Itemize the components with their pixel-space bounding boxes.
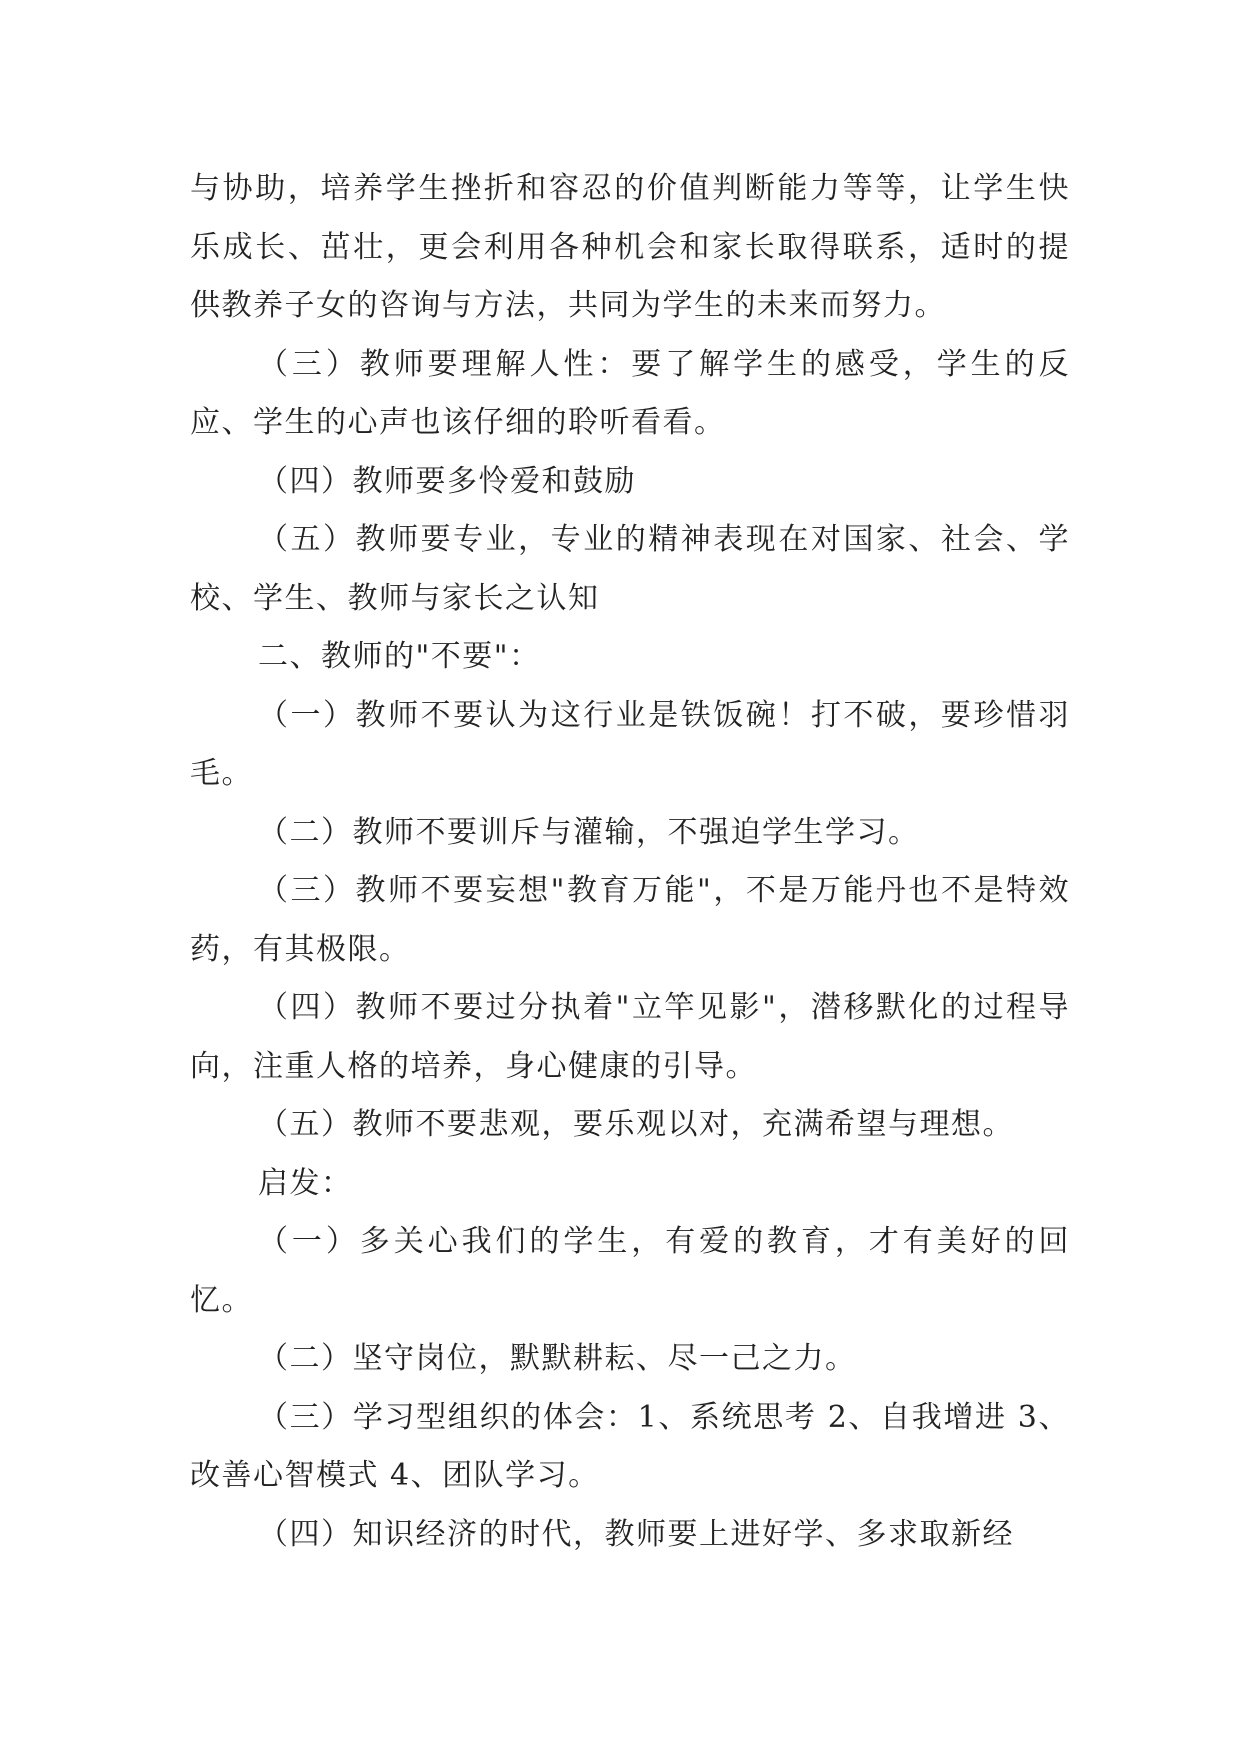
paragraph-13: （二）坚守岗位，默默耕耘、尽一己之力。	[258, 1341, 857, 1376]
paragraph-4: （五）教师要专业，专业的精神表现在对国家、社会、学校、学生、教师与家长之认知	[190, 522, 1070, 616]
paragraph-10: （五）教师不要悲观，要乐观以对，充满希望与理想。	[258, 1107, 1014, 1142]
paragraph-9: （四）教师不要过分执着"立竿见影"，潜移默化的过程导向，注重人格的培养，身心健康的引导。	[190, 990, 1070, 1084]
paragraph-2: （三）教师要理解人性：要了解学生的感受，学生的反应、学生的心声也该仔细的聆听看看。	[190, 346, 1070, 440]
document-body	[190, 160, 1070, 1564]
section-heading-donts: 二、教师的"不要"：	[258, 639, 541, 674]
paragraph-8: （三）教师不要妄想"教育万能"，不是万能丹也不是特效药，有其极限。	[190, 873, 1070, 967]
paragraph-14: （三）学习型组织的体会：1、系统思考 2、自我增进 3、改善心智模式 4、团队学习。	[190, 1399, 1070, 1493]
paragraph-7: （二）教师不要训斥与灌输，不强迫学生学习。	[258, 814, 920, 850]
paragraph-1: 与协助，培养学生挫折和容忍的价值判断能力等等，让学生快乐成长、茁壮，更会利用各种机会和家长取得联系，适时的提供教养子女的咨询与方法，共同为学生的未来而努力。	[190, 171, 1070, 323]
paragraph-15: （四）知识经济的时代，教师要上进好学、多求取新经	[258, 1516, 1014, 1552]
paragraph-3: （四）教师要多怜爱和鼓励	[258, 463, 636, 499]
paragraph-6: （一）教师不要认为这行业是铁饭碗！打不破，要珍惜羽毛。	[190, 697, 1070, 791]
paragraph-12: （一）多关心我们的学生，有爱的教育，才有美好的回忆。	[190, 1224, 1070, 1318]
section-heading-inspiration: 启发：	[258, 1165, 353, 1201]
